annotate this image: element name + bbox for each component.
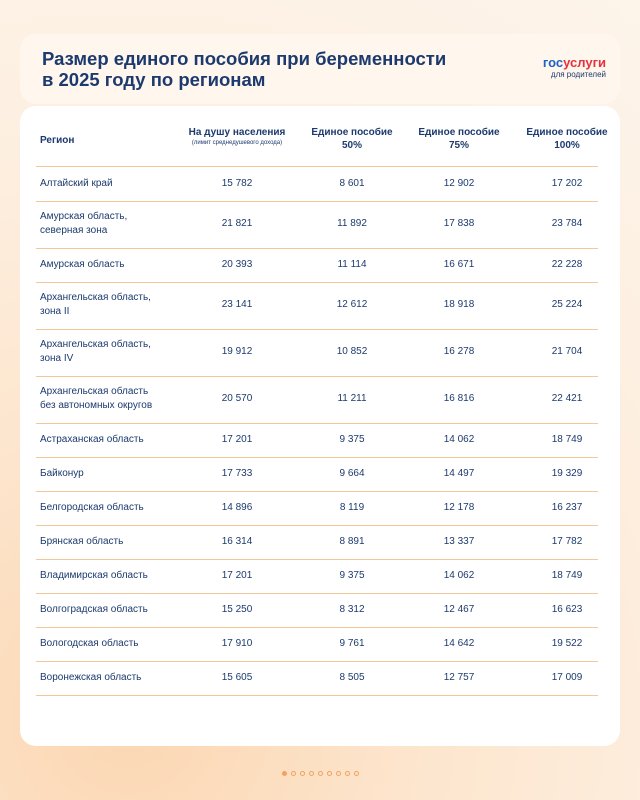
benefit-100-cell: 25 224 <box>551 299 583 310</box>
per-capita-cell: 20 570 <box>221 393 253 404</box>
benefit-50-cell: 9 375 <box>339 570 365 581</box>
brand-subtitle: для родителей <box>550 70 606 79</box>
benefit-75-cell: 18 918 <box>443 299 475 310</box>
benefit-75-cell: 13 337 <box>443 536 475 547</box>
benefit-100-cell: 16 623 <box>551 604 583 615</box>
pagination-dot[interactable] <box>300 771 305 776</box>
pagination-dots <box>0 771 640 776</box>
benefit-50-cell: 8 505 <box>339 672 365 683</box>
benefit-75-cell: 14 497 <box>443 468 475 479</box>
region-line-2: без автономных округов <box>40 400 153 411</box>
region-line-1: Алтайский край <box>40 178 113 189</box>
pagination-dot[interactable] <box>309 771 314 776</box>
region-cell <box>40 467 190 481</box>
table-row <box>36 282 598 330</box>
per-capita-cell: 23 141 <box>221 299 253 310</box>
benefit-75-cell: 12 467 <box>443 604 475 615</box>
region-cell <box>40 291 190 319</box>
per-capita-cell: 15 605 <box>221 672 253 683</box>
header-card <box>20 34 620 104</box>
region-cell <box>40 637 190 651</box>
benefit-50-label: Единое пособие <box>311 127 393 138</box>
benefit-75-cell: 14 642 <box>443 638 475 649</box>
column-header-per-capita <box>177 126 297 147</box>
per-capita-cell: 15 250 <box>221 604 253 615</box>
benefit-50-cell: 8 891 <box>339 536 365 547</box>
table-row <box>36 329 598 377</box>
region-line-1: Амурская область, <box>40 211 128 222</box>
table-card <box>20 106 620 746</box>
benefit-50-cell: 9 664 <box>339 468 365 479</box>
benefit-75-cell: 17 838 <box>443 218 475 229</box>
per-capita-cell: 17 733 <box>221 468 253 479</box>
region-line-1: Волгоградская область <box>40 604 148 615</box>
benefit-75-cell: 14 062 <box>443 434 475 445</box>
benefit-75-label: Единое пособие <box>418 127 500 138</box>
brand-part-2: услуги <box>563 55 606 70</box>
region-line-2: зона IV <box>40 353 74 364</box>
column-header-region: Регион <box>40 135 75 146</box>
region-line-1: Владимирская область <box>40 570 148 581</box>
benefit-75-cell: 16 671 <box>443 259 475 270</box>
region-line-2: северная зона <box>40 225 108 236</box>
pagination-dot[interactable] <box>336 771 341 776</box>
region-line-2: зона II <box>40 306 70 317</box>
gosuslugi-logo <box>543 56 606 80</box>
benefit-100-cell: 19 329 <box>551 468 583 479</box>
pagination-dot[interactable] <box>291 771 296 776</box>
region-cell <box>40 569 190 583</box>
region-line-1: Архангельская область, <box>40 339 151 350</box>
table-row <box>36 248 598 283</box>
region-cell <box>40 535 190 549</box>
benefit-50-cell: 12 612 <box>336 299 368 310</box>
region-line-1: Белгородская область <box>40 502 144 513</box>
brand-part-1: гос <box>542 55 564 70</box>
benefit-75-cell: 12 902 <box>443 178 475 189</box>
benefit-75-cell: 16 278 <box>443 346 475 357</box>
benefit-100-percent: 100% <box>554 140 580 151</box>
region-line-1: Вологодская область <box>40 638 139 649</box>
benefit-100-cell: 16 237 <box>551 502 583 513</box>
pagination-dot[interactable] <box>354 771 359 776</box>
region-cell <box>40 501 190 515</box>
region-line-1: Амурская область <box>40 259 125 270</box>
benefit-100-cell: 22 228 <box>551 259 583 270</box>
table-row <box>36 491 598 526</box>
region-line-1: Брянская область <box>40 536 124 547</box>
benefit-50-cell: 11 211 <box>337 393 367 404</box>
region-cell <box>40 210 190 238</box>
benefit-75-cell: 14 062 <box>443 570 475 581</box>
region-line-1: Байконур <box>40 468 84 479</box>
per-capita-cell: 19 912 <box>221 346 253 357</box>
table-row <box>36 457 598 492</box>
benefit-100-cell: 18 749 <box>551 570 583 581</box>
benefit-100-label: Единое пособие <box>526 127 608 138</box>
benefit-50-cell: 8 312 <box>339 604 365 615</box>
benefit-100-cell: 17 782 <box>551 536 583 547</box>
benefit-100-cell: 17 202 <box>551 178 583 189</box>
pagination-dot[interactable] <box>345 771 350 776</box>
title-line-1: Размер единого пособия при беременности <box>42 48 447 69</box>
table-row <box>36 201 598 249</box>
region-line-1: Архангельская область, <box>40 292 151 303</box>
per-capita-cell: 21 821 <box>221 218 253 229</box>
benefit-50-cell: 10 852 <box>336 346 368 357</box>
region-cell <box>40 258 190 272</box>
region-cell <box>40 433 190 447</box>
table-row <box>36 423 598 458</box>
benefit-50-cell: 9 375 <box>339 434 365 445</box>
column-header-benefit-75 <box>409 126 509 152</box>
region-line-1: Архангельская область <box>40 386 149 397</box>
pagination-dot[interactable] <box>282 771 287 776</box>
per-capita-cell: 15 782 <box>221 178 253 189</box>
benefit-100-cell: 18 749 <box>551 434 583 445</box>
pagination-dot[interactable] <box>327 771 332 776</box>
region-line-1: Воронежская область <box>40 672 142 683</box>
benefit-100-cell: 23 784 <box>551 218 583 229</box>
table-row <box>36 167 598 202</box>
benefit-100-cell: 19 522 <box>551 638 583 649</box>
per-capita-note: (лимит среднедушевого дохода) <box>191 140 283 146</box>
benefit-100-cell: 22 421 <box>551 393 583 404</box>
benefit-75-percent: 75% <box>448 140 469 151</box>
region-cell <box>40 385 190 413</box>
benefit-100-cell: 21 704 <box>551 346 583 357</box>
table-row <box>36 559 598 594</box>
region-cell <box>40 603 190 617</box>
per-capita-cell: 14 896 <box>221 502 253 513</box>
benefit-75-cell: 16 816 <box>443 393 475 404</box>
benefit-50-cell: 8 119 <box>339 502 365 513</box>
column-header-benefit-50 <box>302 126 402 152</box>
table-header <box>36 124 608 167</box>
benefit-50-cell: 8 601 <box>339 178 365 189</box>
benefit-50-cell: 11 892 <box>337 218 367 229</box>
region-line-1: Астраханская область <box>40 434 144 445</box>
brand-wordmark <box>543 56 606 70</box>
column-header-benefit-100 <box>517 126 617 152</box>
table-row <box>36 661 598 696</box>
region-cell <box>40 177 190 191</box>
region-cell <box>40 338 190 366</box>
pagination-dot[interactable] <box>318 771 323 776</box>
per-capita-cell: 16 314 <box>221 536 253 547</box>
per-capita-cell: 17 910 <box>221 638 253 649</box>
per-capita-cell: 17 201 <box>221 434 253 445</box>
table-row <box>36 593 598 628</box>
benefit-100-cell: 17 009 <box>551 672 583 683</box>
table-row <box>36 627 598 662</box>
per-capita-cell: 17 201 <box>221 570 253 581</box>
benefit-75-cell: 12 178 <box>443 502 475 513</box>
benefit-50-percent: 50% <box>341 140 362 151</box>
per-capita-cell: 20 393 <box>221 259 253 270</box>
per-capita-label: На душу населения <box>188 127 286 138</box>
page-title <box>42 48 462 90</box>
benefit-50-cell: 9 761 <box>339 638 365 649</box>
region-cell <box>40 671 190 685</box>
table-row <box>36 376 598 424</box>
table-row <box>36 525 598 560</box>
title-line-2: в 2025 году по регионам <box>42 69 266 90</box>
benefit-75-cell: 12 757 <box>443 672 475 683</box>
benefit-50-cell: 11 114 <box>337 259 367 270</box>
